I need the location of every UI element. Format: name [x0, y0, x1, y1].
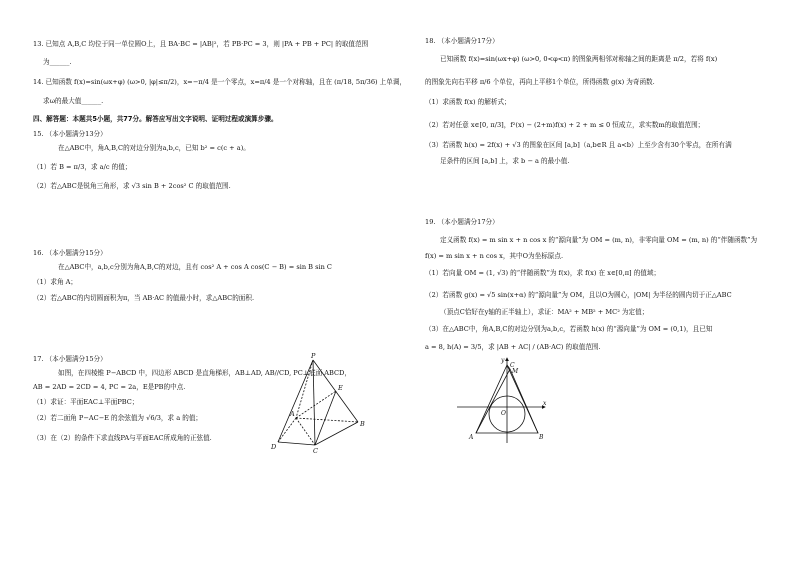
- q16-part2: （2）若△ABC的内切圆面积为π，当 AB·AC 的值最小时，求△ABC的面积.: [33, 294, 255, 302]
- label-O: O: [501, 410, 506, 417]
- pyramid-figure: [268, 350, 368, 455]
- q19-line2: f(x) = m sin x + n cos x，其中O为坐标原点.: [425, 252, 564, 260]
- q19-part2a: （2）若函数 g(x) = √5 sin(x+α) 的“源向量”为 OM，且以O为圆心，|OM| 为半径的圆内切于正△ABC: [425, 291, 732, 299]
- q18-part2: （2）若对任意 x∈[0, π/3]，f²(x) − (2+m)f(x) + 2 + m ≤ 0 恒成立，求实数m的取值范围；: [425, 121, 705, 129]
- edge-AC: [296, 418, 315, 445]
- q17-part2: （2）若二面角 P−AC−E 的余弦值为 √6/3，求 a 的值；: [33, 414, 203, 422]
- label-A: A: [290, 410, 295, 418]
- edge-AE: [296, 391, 336, 418]
- q19-part1: （1）若向量 OM = (1, √3) 的“伴随函数”为 f(x)，求 f(x) 在 x∈[0,π] 的值域；: [425, 269, 661, 277]
- q18-line2: 的图象先向右平移 π/6 个单位，再向上平移1个单位，所得函数 g(x) 为奇函数.: [425, 78, 655, 86]
- q16-head: 16. （本小题满分15分）: [33, 249, 107, 257]
- label-D: D: [271, 443, 277, 451]
- q18-head: 18. （本小题满分17分）: [425, 37, 499, 45]
- q19-line1: 定义函数 f(x) = m sin x + n cos x 的“源向量”为 OM = (m, n)，非零向量 OM = (m, n) 的“伴随函数”为: [440, 236, 758, 244]
- q17-part1: （1）求证：平面EAC⊥平面PBC；: [33, 398, 139, 406]
- q17-stem2: AB = 2AD = 2CD = 4, PC = 2a，E是PB的中点.: [33, 383, 186, 391]
- q13-line2: 为______.: [43, 58, 72, 66]
- q15-part2: （2）若△ABC是锐角三角形，求 √3 sin B + 2cos² C 的取值范围.: [33, 182, 231, 190]
- edge-PD: [278, 360, 313, 442]
- edge-CE: [315, 391, 336, 445]
- q15-part1: （1）若 B = π/3，求 a/c 的值；: [33, 163, 132, 171]
- q19-part3b: a = 8, h(A) = 3/5，求 |AB + AC| / (AB·AC) 的取值范围.: [425, 343, 601, 351]
- q14-line1: 14. 已知函数 f(x)=sin(ωx+φ) (ω>0, |φ|≤π/2)，x=−π/4 是一个零点，x=π/4 是一个对称轴，且在 (π/18, 5π/36) 上单调，: [33, 78, 407, 86]
- label-y: y: [501, 357, 505, 364]
- q18-part3b: 足条件的区间 [a,b] 上，求 b − a 的最小值.: [440, 157, 570, 165]
- triangle-circle-figure: [455, 355, 550, 445]
- q17-part3: （3）在（2）的条件下求直线PA与平面EAC所成角的正弦值.: [33, 434, 212, 442]
- q16-stem: 在△ABC中，a,b,c分别为角A,B,C的对边，且有 cos² A + cos A cos(C − B) = sin B sin C: [58, 263, 332, 271]
- label-C: C: [313, 447, 318, 455]
- q18-part3a: （3）若函数 h(x) = 2f(x) + √3 的图象在区间 [a,b]（a,b∈R 且 a<b）上至少含有30个零点，在所有满: [425, 141, 732, 149]
- edge-PC: [313, 360, 315, 445]
- section-heading: 四、解答题：本题共5小题，共77分。解答应写出文字说明、证明过程或演算步骤。: [33, 115, 278, 123]
- q13-line1: 13. 已知点 A,B,C 均位于同一单位圆O上，且 BA·BC = |AB|²，若 PB·PC = 3，则 |PA + PB + PC| 的取值范围: [33, 40, 369, 48]
- edge-CB: [315, 422, 358, 445]
- edge-AB: [296, 418, 358, 422]
- edge-PA: [296, 360, 313, 418]
- q19-part3a: （3）在△ABC中，角A,B,C的对边分别为a,b,c，若函数 h(x) 的“源向量”为 OM = (0,1)，且已知: [425, 325, 713, 333]
- q17-stem1: 如图，在四棱锥 P−ABCD 中，四边形 ABCD 是直角梯形，AB⊥AD, AB//CD, PC⊥底面 ABCD，: [58, 369, 351, 377]
- q16-part1: （1）求角 A；: [33, 278, 78, 286]
- q15-stem: 在△ABC中，角A,B,C的对边分别为a,b,c，已知 b² = c(c + a)。: [58, 144, 250, 152]
- label-P: P: [311, 352, 316, 360]
- q19-part2b: （顶点C恰好在y轴的正半轴上），求证：MA² + MB² + MC² 为定值；: [440, 308, 649, 316]
- label-A: A: [469, 434, 474, 441]
- q17-head: 17. （本小题满分15分）: [33, 355, 107, 363]
- label-M: M: [512, 368, 519, 375]
- q15-head: 15. （本小题满分13分）: [33, 130, 107, 138]
- segment-AM: [476, 369, 510, 433]
- label-E: E: [338, 384, 343, 392]
- q19-head: 19. （本小题满分17分）: [425, 218, 499, 226]
- label-B: B: [360, 420, 365, 428]
- label-B: B: [539, 434, 544, 441]
- q18-line1: 已知函数 f(x)=sin(ωx+φ) (ω>0, 0<φ<π) 的图象两相邻对称轴之间的距离是 π/2，若将 f(x): [440, 55, 718, 63]
- segment-BM: [510, 369, 538, 433]
- edge-PB: [313, 360, 358, 422]
- q14-line2: 求ω的最大值______.: [43, 97, 104, 105]
- label-x: x: [543, 400, 547, 407]
- q18-part1: （1）求函数 f(x) 的解析式；: [425, 98, 511, 106]
- label-C: C: [510, 362, 515, 369]
- edge-DC: [278, 442, 315, 445]
